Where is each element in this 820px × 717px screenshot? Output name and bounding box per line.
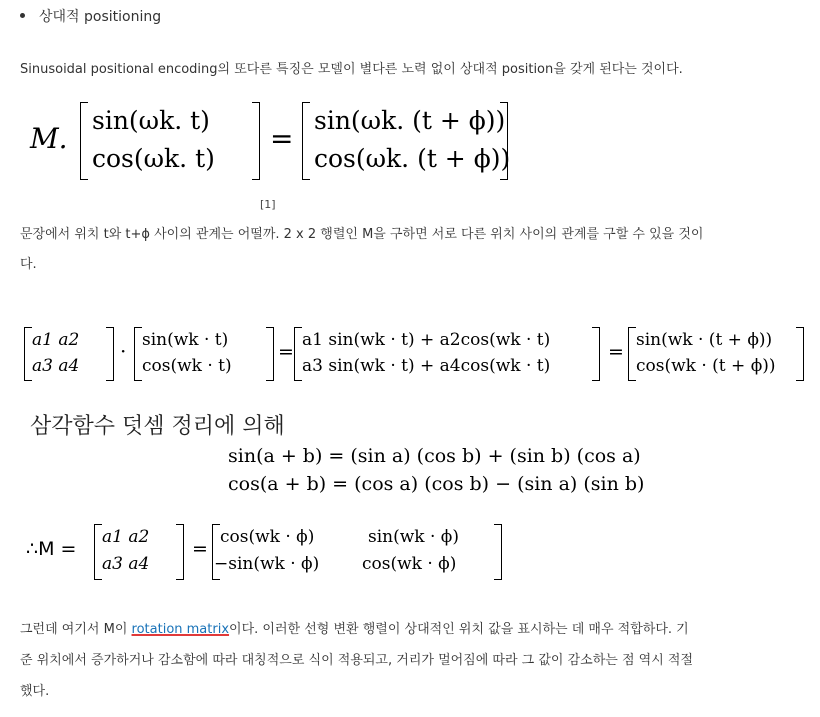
eq3-coef-row1: a1 a2	[102, 527, 150, 547]
identity-line-1: sin(a + b) = (sin a) (cos b) + (sin b) (cos a)	[228, 445, 641, 467]
eq1-equals: =	[270, 122, 294, 155]
bullet-icon	[20, 13, 25, 18]
eq3-coef-row2: a3 a4	[102, 554, 150, 574]
eq1-rhs-row2: cos(ωk. (t + ϕ))	[314, 144, 511, 173]
eq2-equals-1: =	[278, 341, 294, 363]
eq2-vector-matrix	[134, 327, 274, 381]
eq1-rhs-row1: sin(ωk. (t + ϕ))	[314, 106, 506, 135]
eq2-result-row2: cos(wk · (t + ϕ))	[636, 356, 776, 376]
trig-identities	[228, 442, 644, 498]
eq3-rotation-matrix	[212, 524, 502, 580]
equation-2	[24, 327, 804, 381]
eq2-result-matrix	[628, 327, 804, 381]
footnote-ref[interactable]: [1]	[260, 198, 276, 211]
equation-3	[26, 524, 506, 580]
eq3-r21: −sin(wk · ϕ)	[214, 554, 320, 574]
eq1-rhs-matrix	[302, 102, 511, 180]
eq3-r12: sin(wk · ϕ)	[368, 527, 460, 547]
identity-heading: 삼각함수 덧셈 정리에 의해	[30, 414, 285, 439]
eq2-product-row1: a1 sin(wk · t) + a2cos(wk · t)	[302, 330, 551, 350]
eq2-product-row2: a3 sin(wk · t) + a4cos(wk · t)	[302, 356, 551, 376]
question-paragraph	[20, 220, 800, 280]
conclusion-line-1	[20, 614, 800, 645]
eq2-product-matrix	[294, 327, 600, 381]
eq2-coef-row1: a1 a2	[32, 330, 80, 350]
conclusion-paragraph	[20, 614, 800, 707]
intro-paragraph: Sinusoidal positional encoding의 또다른 특징은 모델이 별다른 노력 없이 상대적 position을 갖게 된다는 것이다.	[20, 62, 683, 77]
eq1-lhs-row1: sin(ωk. t)	[92, 106, 210, 135]
eq2-result-row1: sin(wk · (t + ϕ))	[636, 330, 773, 350]
conclusion-line-2: 준 위치에서 증가하거나 감소함에 따라 대칭적으로 식이 적용되고, 거리가 멀어짐에 따라 그 값이 감소하는 점 역시 적절	[20, 653, 694, 668]
section-bullet	[20, 6, 161, 26]
question-line-2: 다.	[20, 257, 37, 272]
eq3-r22: cos(wk · ϕ)	[362, 554, 457, 574]
eq3-r11: cos(wk · ϕ)	[220, 527, 315, 547]
conclusion-text-after-link: 이다. 이러한 선형 변환 행렬이 상대적인 위치 값을 표시하는 데 매우 적합하다. 기	[229, 622, 689, 637]
conclusion-line-3: 했다.	[20, 684, 50, 699]
eq2-vector-row2: cos(wk · t)	[142, 356, 232, 376]
eq1-lhs-label: M.	[30, 122, 68, 155]
eq3-prefix: ∴M =	[26, 538, 77, 560]
conclusion-text-before-link: 그런데 여기서 M이	[20, 622, 132, 637]
rotation-matrix-link[interactable]: rotation matrix	[131, 622, 230, 637]
equation-1	[30, 102, 510, 180]
eq1-lhs-matrix	[80, 102, 260, 180]
question-line-1: 문장에서 위치 t와 t+ϕ 사이의 관계는 어떨까. 2 x 2 행렬인 M을 구하면 서로 다른 위치 사이의 관계를 구할 수 있을 것이	[20, 227, 704, 242]
eq2-dot: ·	[120, 339, 127, 363]
identity-line-2: cos(a + b) = (cos a) (cos b) − (sin a) (sin b)	[228, 473, 645, 495]
eq2-equals-2: =	[608, 341, 624, 363]
eq2-coef-matrix	[24, 327, 114, 381]
eq3-equals: =	[192, 538, 208, 560]
eq2-coef-row2: a3 a4	[32, 356, 80, 376]
bullet-label: 상대적 positioning	[39, 9, 162, 25]
eq2-vector-row1: sin(wk · t)	[142, 330, 229, 350]
eq3-coef-matrix	[94, 524, 184, 580]
eq1-lhs-row2: cos(ωk. t)	[92, 144, 215, 173]
